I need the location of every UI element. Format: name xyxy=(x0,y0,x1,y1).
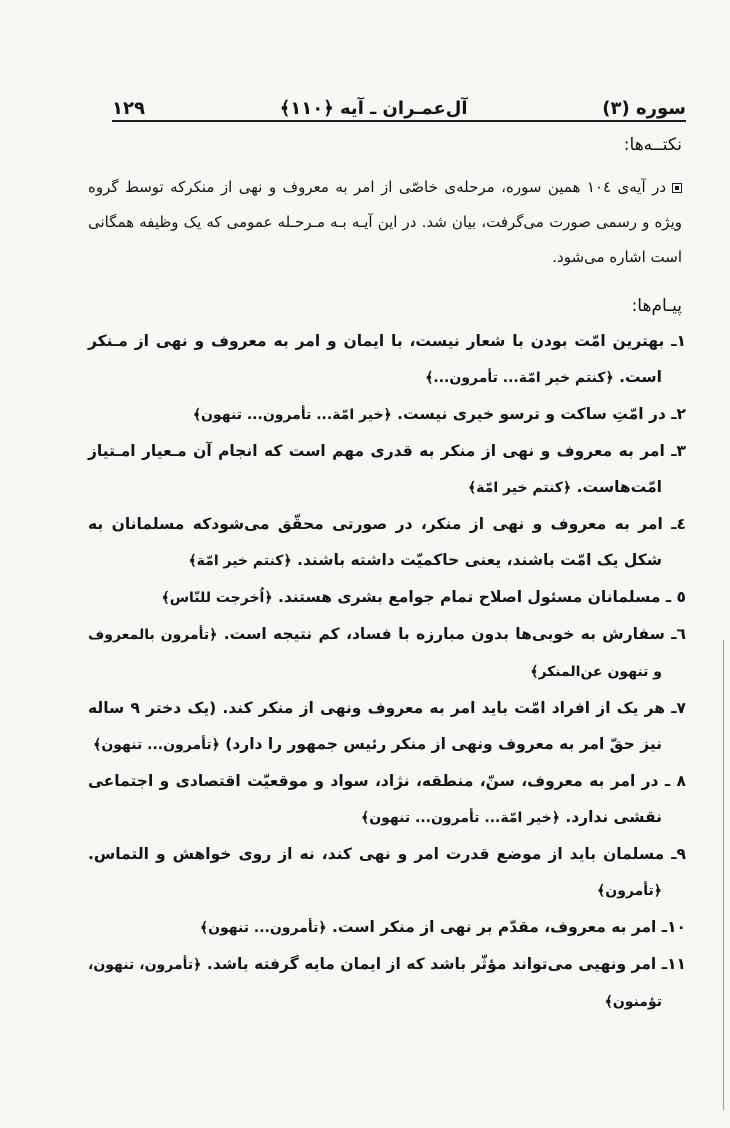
messages-list xyxy=(88,323,686,1020)
quran-reference: ﴿کنتم خیر امّة﴾ xyxy=(188,553,292,569)
quran-reference: ﴿کنتم خیر امّة﴾ xyxy=(467,480,572,496)
message-item xyxy=(88,433,686,506)
message-item xyxy=(88,763,686,836)
quran-reference: ﴿تأمرون... تنهون﴾ xyxy=(93,737,220,753)
message-item xyxy=(88,690,686,763)
message-text: ٥ ـ مسلمانان مسئول اصلاح تمام جوامع بشری هستند. xyxy=(277,588,686,606)
quran-reference: ﴿کنتم خیر امّة... تأمرون...﴾ xyxy=(425,370,614,386)
message-text: ۲ـ در امّتِ ساکت و ترسو خیری نیست. xyxy=(397,405,686,423)
message-text: ٦ـ سفارش به خوبی‌ها بدون مبارزه با فساد، کم نتیجه است. xyxy=(223,625,687,643)
notes-paragraph xyxy=(88,170,682,275)
message-item xyxy=(88,396,686,433)
message-text: ۱ـ بهترین امّت بودن با شعار نیست، با ایمان و امر به معروف و نهی از مـنکر است. xyxy=(88,332,686,386)
page-number: ۱۲۹ xyxy=(112,98,145,119)
quran-reference: ﴿تأمرون بالمعروف و تنهون عن‌المنکر﴾ xyxy=(88,627,662,680)
header-rule xyxy=(112,120,686,122)
message-item xyxy=(88,323,686,396)
quran-reference: ﴿تأمرون﴾ xyxy=(597,883,662,899)
message-item xyxy=(88,579,686,616)
square-bullet-icon xyxy=(672,183,682,193)
message-item xyxy=(88,616,686,690)
message-item xyxy=(88,909,686,946)
message-item xyxy=(88,946,686,1020)
message-item xyxy=(88,836,686,909)
running-header xyxy=(112,87,686,119)
notes-heading: نکتــه‌ها: xyxy=(623,135,682,155)
notes-text: در آیه‌ی ۱۰٤ همین سوره، مرحله‌ی خاصّی از امر به معروف و نهی از منکرکه توسط گروه ویژه و رسمی صورت می‌گرفت، بیان شد. در این آیـه بـه مـرحـله عمومی که یک وظیفه همگانی است اشاره می‌شود. xyxy=(88,178,682,266)
message-text: ۱۰ـ امر به معروف، مقدّم بر نهی از منکر است. xyxy=(331,918,686,936)
surah-label: سوره (۳) xyxy=(602,98,686,119)
verse-label: آل‌عمـران ـ آیه ﴿۱۱۰﴾ xyxy=(279,98,468,119)
quran-reference: ﴿تأمرون... تنهون﴾ xyxy=(199,920,327,936)
message-text: ۱۱ـ امر ونهیی می‌تواند مؤثّر باشد که از ایمان مایه گرفته باشد. xyxy=(206,955,686,973)
quran-reference: ﴿خیر امّة... تأمرون... تنهون﴾ xyxy=(361,810,560,826)
quran-reference: ﴿اُخرجت للنّاس﴾ xyxy=(161,590,273,606)
messages-heading: پیـام‌ها: xyxy=(631,296,682,316)
message-text: ۷ـ هر یک از افراد امّت باید امر به معروف ونهی از منکر کند. (یک دختر ۹ ساله نیز حقّ امر به معروف ونهی از منکر رئیس جمهور را دارد) xyxy=(88,699,686,753)
quran-reference: ﴿تأمرون، تنهون، تؤمنون﴾ xyxy=(88,957,662,1010)
message-text: ۳ـ امر به معروف و نهی از منکر به قدری مهم است که انجام آن مـعیار امـتیاز امّت‌هاست. xyxy=(88,442,686,496)
message-text: ۸ ـ در امر به معروف، سنّ، منطقه، نژاد، سواد و موقعیّت اقتصادی و اجتماعی نقشی ندارد. xyxy=(88,772,686,826)
message-item xyxy=(88,506,686,579)
message-text: ۹ـ مسلمان باید از موضع قدرت امر و نهی کند، نه از روی خواهش و التماس. xyxy=(88,845,686,863)
scan-edge-mark xyxy=(723,640,724,1110)
message-text: ٤ـ امر به معروف و نهی از منکر، در صورتی محقّق می‌شودکه مسلمانان به شکل یک امّت باشند، یعنی حاکمیّت داشته باشند. xyxy=(88,515,686,569)
quran-reference: ﴿خیر امّة... تأمرون... تنهون﴾ xyxy=(192,407,392,423)
